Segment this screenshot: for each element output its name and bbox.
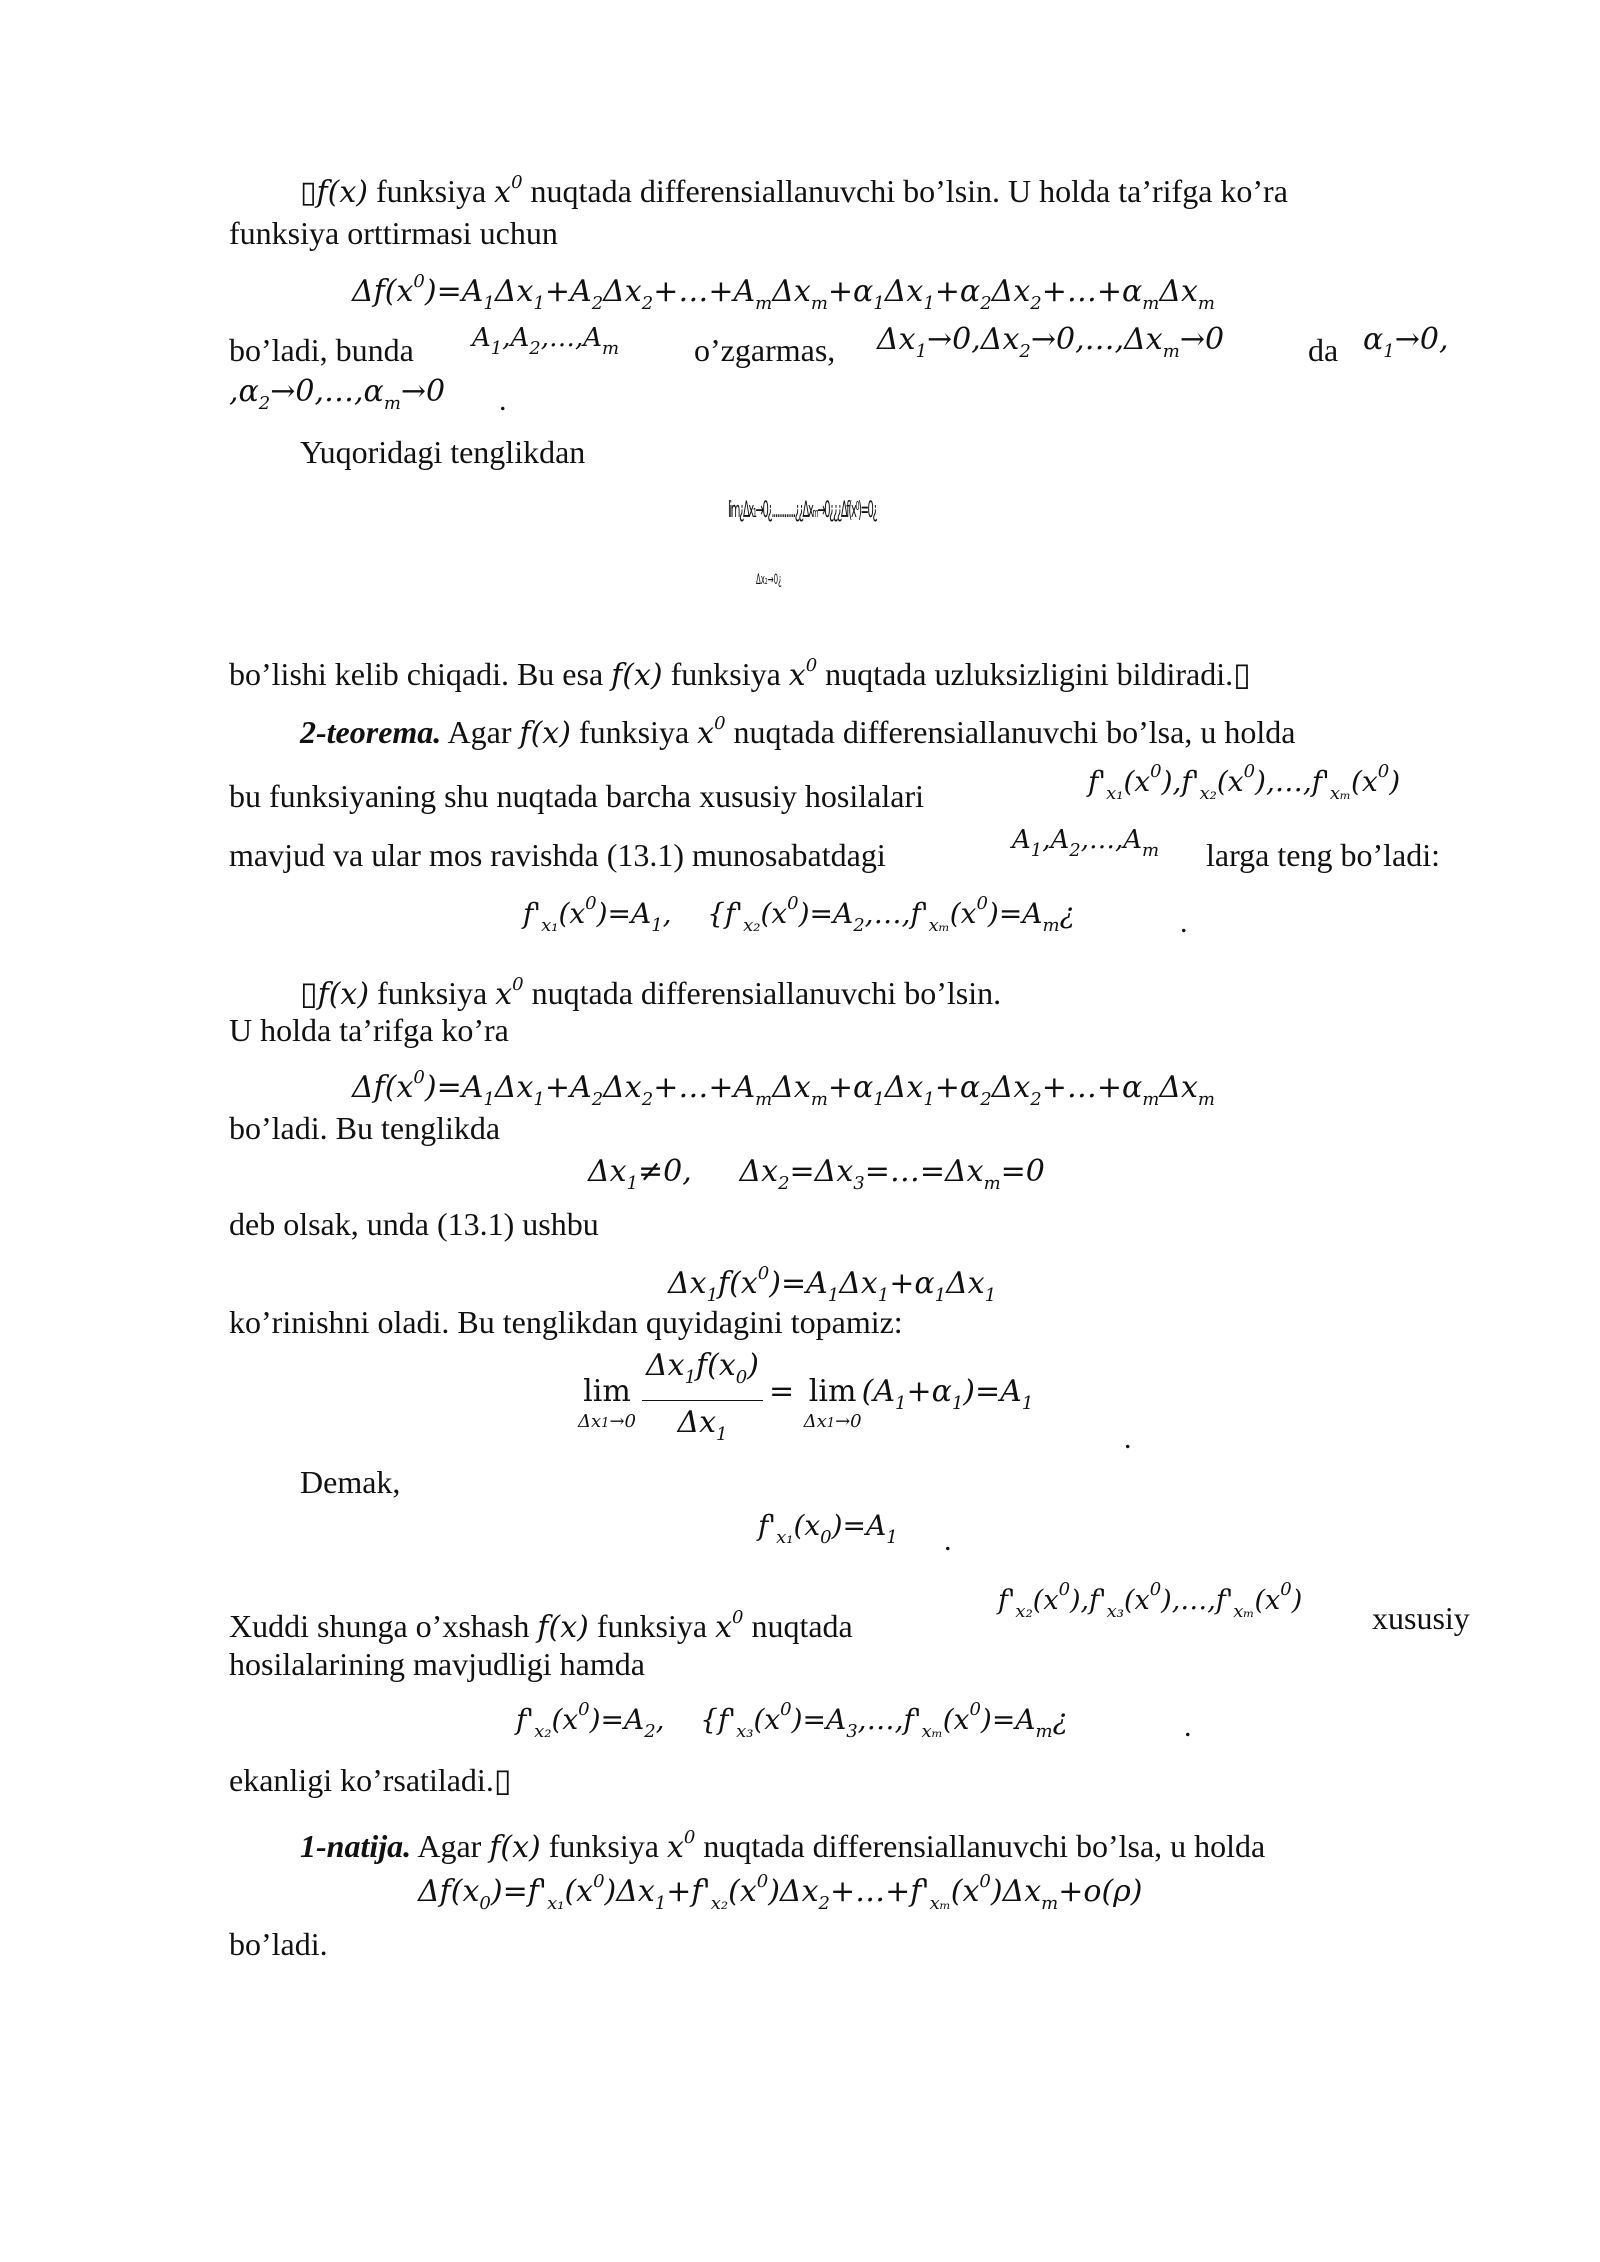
- text-xususiy: xususiy: [1372, 1600, 1470, 1636]
- text-line: ko’rinishni oladi. Bu tenglikdan quyidagini topamiz:: [229, 1304, 903, 1340]
- equation-theorem-result: $f'_{x_1}(x^0)=A_1$, {$f'_{x_2}(x^0)=A_2,\dots,f'_{x_m}(x^0)=A_m¿$: [523, 893, 1075, 936]
- equation-partials-2: $f'_{x_2}(x^0),f'_{x_3}(x^0),\dots,f'_{x_m}(x^0)$: [998, 1579, 1303, 1622]
- equation-alpha-rest: $,\alpha_2\to 0,\dots,\alpha_m\to 0$: [229, 374, 446, 414]
- equation-reduced: $\Delta x_1f(x^0)=A_1\Delta x_1+\alpha_1\Delta x_1$: [668, 1263, 997, 1306]
- theorem-2: 2-teorema. Agar f(x) funksiya $x^0$ nuqtada differensiallanuvchi bo’lsa, u holda: [300, 713, 1296, 751]
- equation-partial-derivatives: $f'_{x_1}(x^0),f'_{x_2}(x^0),\dots,f'_{x_m}(x^0)$: [1088, 761, 1401, 804]
- text-line: funksiya orttirmasi uchun: [229, 215, 558, 251]
- box-glyph: ▯: [300, 975, 318, 1011]
- box-glyph: ▯: [300, 175, 317, 210]
- box-glyph: ▯: [1233, 656, 1251, 692]
- text-mavjud: mavjud va ular mos ravishda (13.1) munosabatdagi: [229, 837, 886, 873]
- text-boladi: bo’ladi.: [229, 1926, 328, 1962]
- equation-alpha-1: $\alpha_1\to 0$,: [1363, 322, 1449, 362]
- corollary-label: 1-natija.: [300, 1828, 412, 1864]
- equation-similar-result: $f'_{x_2}(x^0)=A_2$, {$f'_{x_3}(x^0)=A_3,\dots,f'_{x_m}(x^0)=A_m¿$: [516, 1699, 1068, 1742]
- text-ozgarmas: o’zgarmas,: [694, 332, 836, 368]
- equation-constants: $A_1,A_2,\dots,A_m$: [472, 323, 620, 359]
- text-yuqoridagi: Yuqoridagi tenglikdan: [300, 434, 586, 470]
- text-line-bunda: bo’ladi, bunda: [229, 332, 414, 368]
- text-xususiy-hosilalari: bu funksiyaning shu nuqtada barcha xususiy hosilalari: [229, 778, 924, 814]
- text-line: U holda ta’rifga ko’ra: [229, 1012, 509, 1048]
- paragraph-proof-2: ▯f(x) funksiya $x^0$ nuqtada differensiallanuvchi bo’lsin.: [300, 974, 1002, 1012]
- garbled-limit-formula: lim¿Δx₁→0¿.............¿¿Δxₘ→0¿¿¿Δf(x⁰)=0¿: [728, 498, 877, 523]
- corollary-1: 1-natija. Agar f(x) funksiya $x^0$ nuqtada differensiallanuvchi bo’lsa, u holda: [300, 1827, 1266, 1865]
- equation-A-list: $A_1,A_2,\dots,A_m$: [1012, 825, 1160, 861]
- equation-limits: $\Delta x_1\to 0,\Delta x_2\to 0,\dots,\Delta x_m\to 0$: [877, 322, 1225, 362]
- equation-corollary: $\Delta f(x_0)=f'_{x_1}(x^0)\Delta x_1+f'_{x_2}(x^0)\Delta x_2+\dots+f'_{x_m}(x^0)\Delta x_m+o(\rho)$: [418, 1871, 1143, 1914]
- paragraph-continuity: bo’lishi kelib chiqadi. Bu esa f(x) funksiya $x^0$ nuqtada uzluksizligini bildiradi.▯: [229, 655, 1251, 693]
- equation-assumption: $\Delta x_1\ne 0$, $\Delta x_2=\Delta x_3=\dots=\Delta x_m=0$: [588, 1154, 1045, 1194]
- paragraph-proof-1: ▯f(x) funksiya $x^0$ nuqtada differensiallanuvchi bo’lsin. U holda ta’rifga ko’ra: [300, 172, 1288, 210]
- text-ekanligi: ekanligi ko’rsatiladi.▯: [229, 1762, 512, 1798]
- text-line: deb olsak, unda (13.1) ushbu: [229, 1206, 599, 1242]
- garbled-limit-subscript: Δx₂→0¿: [756, 572, 782, 588]
- text-larga-teng: larga teng bo’ladi:: [1206, 837, 1440, 873]
- text-line: bo’ladi. Bu tenglikda: [229, 1110, 501, 1146]
- text-line: hosilalarining mavjudligi hamda: [229, 1646, 645, 1682]
- equation-result-1: $f'_{x_1}(x_0)=A_1$: [758, 1509, 898, 1548]
- equation-limit: lim Δx1→0 $\frac{\Delta x_1f(x_0)}{\Delta x_1}$ = lim Δx1→0 $(A_1+\alpha_1)=A_1$: [578, 1348, 1034, 1445]
- text-da: da: [1308, 332, 1339, 368]
- paragraph-similarly: Xuddi shunga o’xshash f(x) funksiya $x^0$ nuqtada: [229, 1607, 853, 1645]
- equation-increment-2: $\Delta f(x^0)=A_1\Delta x_1+A_2\Delta x_2+\dots+A_m\Delta x_m+\alpha_1\Delta x_1+\alpha_2\Delta x_2+\dots+\alpha_m\Delta x_m$: [352, 1067, 1215, 1110]
- theorem-label: 2-teorema.: [300, 714, 442, 750]
- equation-increment: $\Delta f(x^0)=A_1\Delta x_1+A_2\Delta x_2+\dots+A_m\Delta x_m+\alpha_1\Delta x_1+\alpha_2\Delta x_2+\dots+\alpha_m\Delta x_m$: [352, 271, 1215, 314]
- text-demak: Demak,: [300, 1464, 401, 1500]
- document-page: ▯f(x) funksiya $x^0$ nuqtada differensiallanuvchi bo’lsin. U holda ta’rifga ko’ra funksiya orttirmasi uchun $\Delta f(x^0)=A_1\Delta x_1+A_2\Delta x_2+\dots+A_m\Delta x_m+\alpha_1\Delta x_1+\alpha_2\Delta x_2+\dots+\alpha_m\Delta x_m$ bo’ladi, bunda $A_1,A_2,\dots,A_m$ o’zgarmas, $\Delta x_1\to 0,\Delta x_2\to 0,\dots,\Delta x_m\to 0$ da $\alpha_1\to 0$, $,\alpha_2\to 0,\dots,\alpha_m\to 0$ . Yuqoridagi tenglikdan lim¿Δx₁→0¿.............¿¿Δxₘ→0¿¿¿Δf(x⁰)=0¿ Δx₂→0¿ bo’lishi kelib chiqadi. Bu esa f(x) funksiya $x^0$ nuqtada uzluksizligini bildiradi.▯ 2-teorema. Agar f(x) funksiya $x^0$ nuqtada differensiallanuvchi bo’lsa, u holda bu funksiyaning shu nuqtada barcha xususiy hosilalari $f'_{x_1}(x^0),f'_{x_2}(x^0),\dots,f'_{x_m}(x^0)$ mavjud va ular mos ravishda (13.1) munosabatdagi $A_1,A_2,\dots,A_m$ larga teng bo’ladi: $f'_{x_1}(x^0)=A_1$, {$f'_{x_2}(x^0)=A_2,\dots,f'_{x_m}(x^0)=A_m¿$ . ▯f(x) funksiya $x^0$ nuqtada differensiallanuvchi bo’lsin. U holda ta’rifga ko’ra $\Delta f(x^0)=A_1\Delta x_1+A_2\Delta x_2+\dots+A_m\Delta x_m+\alpha_1\Delta x_1+\alpha_2\Delta x_2+\dots+\alpha_m\Delta x_m$ bo’ladi. Bu tenglikda $\Delta x_1\ne 0$, $\Delta x_2=\Delta x_3=\dots=\Delta x_m=0$ deb olsak, unda (13.1) ushbu $\Delta x_1f(x^0)=A_1\Delta x_1+\alpha_1\Delta x_1$ ko’rinishni oladi. Bu tenglikdan quyidagini topamiz: lim Δx1→0 $\frac{\Delta x_1f(x_0)}{\Delta x_1}$ = lim Δx1→0 $(A_1+\alpha_1)=A_1$ . Demak, $f'_{x_1}(x_0)=A_1$ . Xuddi shunga o’xshash f(x) funksiya $x^0$ nuqtada $f'_{x_2}(x^0),f'_{x_3}(x^0),\dots,f'_{x_m}(x^0)$ xususiy hosilalarining mavjudligi hamda $f'_{x_2}(x^0)=A_2$, {$f'_{x_3}(x^0)=A_3,\dots,f'_{x_m}(x^0)=A_m¿$ . ekanligi ko’rsatiladi.▯ 1-natija. Agar f(x) funksiya $x^0$ nuqtada differensiallanuvchi bo’lsa, u holda $\Delta f(x_0)=f'_{x_1}(x^0)\Delta x_1+f'_{x_2}(x^0)\Delta x_2+\dots+f'_{x_m}(x^0)\Delta x_m+o(\rho)$ bo’ladi.: [0, 0, 1600, 2262]
- box-glyph: ▯: [493, 1762, 512, 1798]
